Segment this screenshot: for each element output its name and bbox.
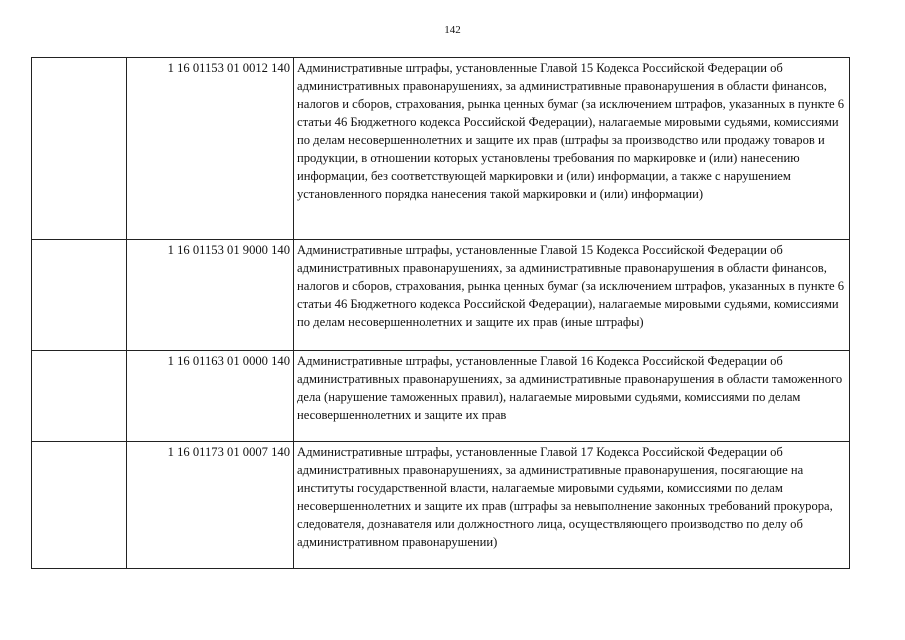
classification-code: 1 16 01173 01 0007 140 bbox=[127, 442, 294, 569]
classification-description: Административные штрафы, установленные Главой 15 Кодекса Российской Федерации об административных правонарушениях, за административные правонарушения в области финансов, налогов и сборов, страхования, рынка ценных бумаг (за исключением штрафов, указанных в пункте 6 статьи 46 Бюджетного кодекса Российской Федерации), налагаемые мировыми судьями, комиссиями по делам несовершеннолетних и защите их прав (иные штрафы) bbox=[294, 240, 850, 351]
classification-description: Административные штрафы, установленные Главой 15 Кодекса Российской Федерации об административных правонарушениях, за административные правонарушения в области финансов, налогов и сборов, страхования, рынка ценных бумаг (за исключением штрафов, указанных в пункте 6 статьи 46 Бюджетного кодекса Российской Федерации), налагаемые мировыми судьями, комиссиями по делам несовершеннолетних и защите их прав (штрафы за производство или продажу товаров и продукции, в отношении которых установлены требования по маркировке и (или) нанесению информации, без соответствующей маркировки и (или) информации, а также с нарушением установленного порядка нанесения такой маркировки и (или) информации) bbox=[294, 58, 850, 240]
table-row bbox=[32, 240, 850, 351]
page-number: 142 bbox=[444, 24, 461, 36]
table-row bbox=[32, 58, 850, 240]
table-row bbox=[32, 442, 850, 569]
classification-description: Административные штрафы, установленные Главой 17 Кодекса Российской Федерации об административных правонарушениях, за административные правонарушения, посягающие на институты государственной власти, налагаемые мировыми судьями, комиссиями по делам несовершеннолетних и защите их прав (штрафы за невыполнение законных требований прокурора, следователя, дознавателя или должностного лица, осуществляющего производство по делу об административном правонарушении) bbox=[294, 442, 850, 569]
budget-classification-table bbox=[31, 57, 850, 569]
classification-code: 1 16 01153 01 0012 140 bbox=[127, 58, 294, 240]
empty-cell bbox=[32, 351, 127, 442]
empty-cell bbox=[32, 442, 127, 569]
classification-code: 1 16 01163 01 0000 140 bbox=[127, 351, 294, 442]
table-row bbox=[32, 351, 850, 442]
classification-code: 1 16 01153 01 9000 140 bbox=[127, 240, 294, 351]
empty-cell bbox=[32, 240, 127, 351]
empty-cell bbox=[32, 58, 127, 240]
classification-description: Административные штрафы, установленные Главой 16 Кодекса Российской Федерации об административных правонарушениях, за административные правонарушения в области таможенного дела (нарушение таможенных правил), налагаемые мировыми судьями, комиссиями по делам несовершеннолетних и защите их прав bbox=[294, 351, 850, 442]
